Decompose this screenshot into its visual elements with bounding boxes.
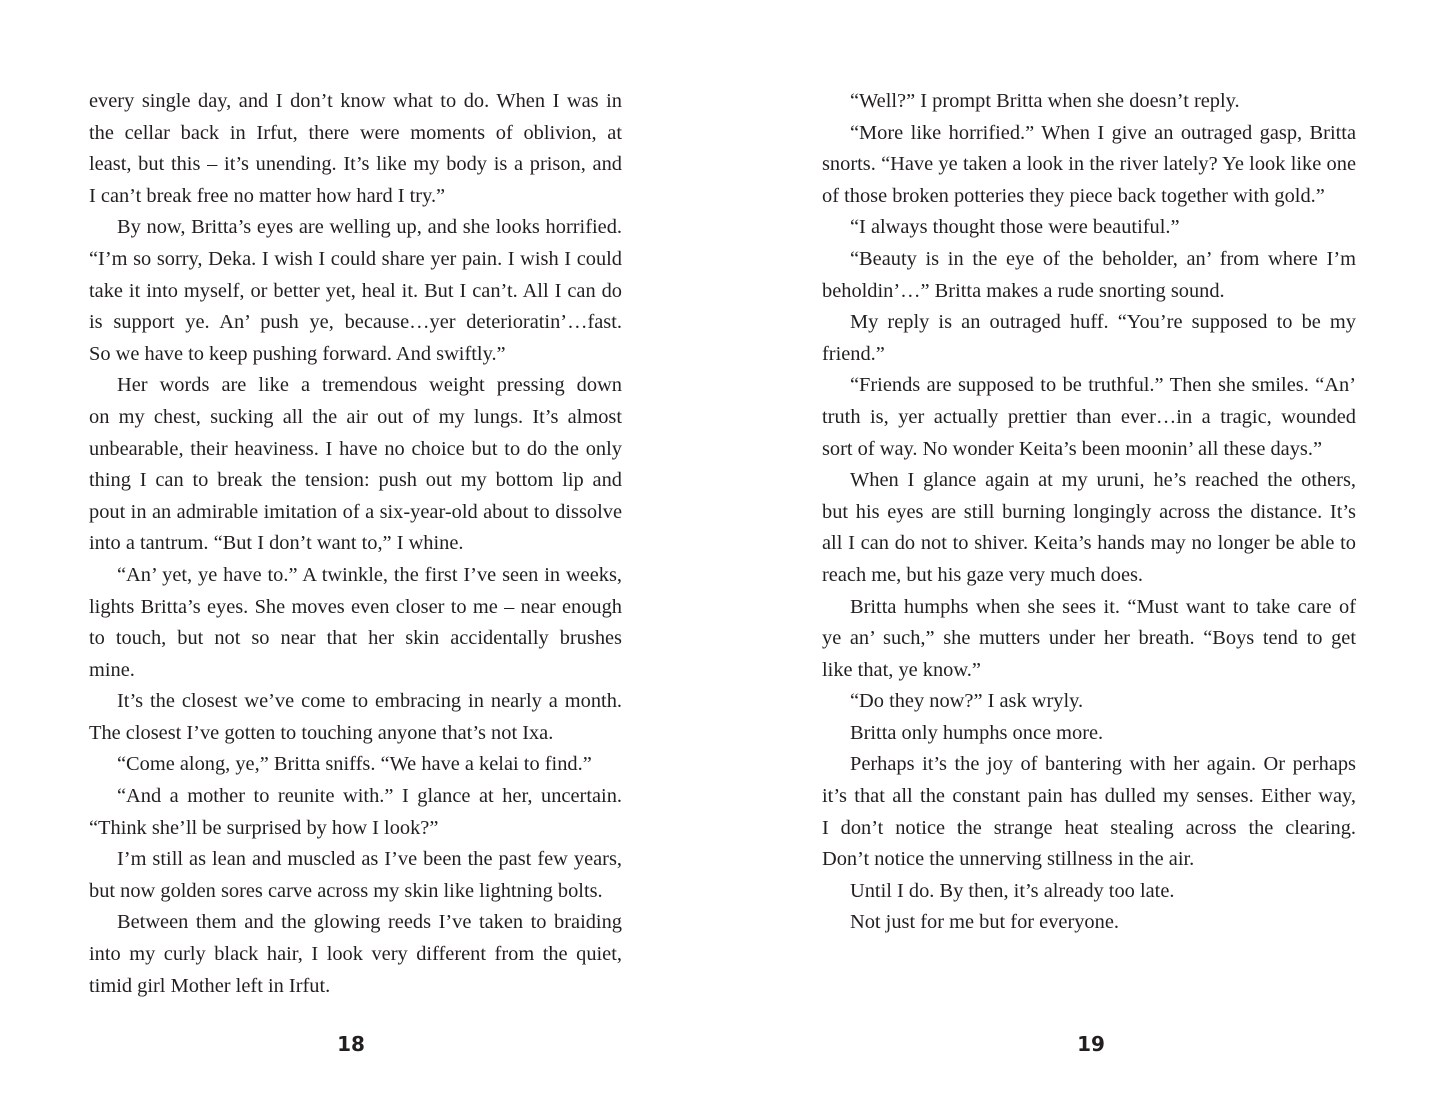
paragraph: [822, 718, 1356, 750]
paragraph: [89, 370, 622, 560]
text-line: By now, Britta’s eyes are welling up, and she looks horrified.: [117, 216, 622, 239]
text-line: thing I can to break the tension: push out my bottom lip and: [89, 469, 622, 492]
paragraph: [822, 307, 1356, 370]
paragraph: [822, 118, 1356, 213]
text-line: least, but this – it’s unending. It’s like my body is a prison, and: [89, 153, 622, 176]
text-line: truth is, yer actually prettier than ever…in a tragic, wounded: [822, 405, 1356, 428]
right-page: [722, 0, 1445, 1101]
paragraph: [89, 686, 622, 749]
paragraph: [822, 244, 1356, 307]
text-line: “I’m so sorry, Deka. I wish I could share yer pain. I wish I could: [89, 247, 622, 270]
page-number: 19: [1077, 1032, 1105, 1056]
text-line: every single day, and I don’t know what to do. When I was in: [89, 90, 622, 112]
text-line: on my chest, sucking all the air out of my lungs. It’s almost: [89, 405, 622, 428]
text-line: unbearable, their heaviness. I have no choice but to do the only: [89, 437, 622, 460]
text-line: is support ye. An’ push ye, because…yer deterioratin’…fast.: [89, 311, 622, 334]
text-line: “More like horrified.” When I give an outraged gasp, Britta: [850, 121, 1356, 144]
text-line: “Think she’ll be surprised by how I look?”: [89, 816, 439, 839]
paragraph: [822, 592, 1356, 687]
paragraph: [89, 560, 622, 686]
text-line: “I always thought those were beautiful.”: [850, 216, 1180, 239]
paragraph: [89, 844, 622, 907]
left-page-text: [89, 86, 622, 1002]
right-page-text: [822, 86, 1356, 939]
text-line: Between them and the glowing reeds I’ve taken to braiding: [117, 911, 622, 934]
paragraph: [89, 907, 622, 1002]
text-line: “An’ yet, ye have to.” A twinkle, the first I’ve seen in weeks,: [117, 563, 622, 586]
text-line: to touch, but not so near that her skin accidentally brushes: [89, 627, 622, 650]
text-line: lights Britta’s eyes. She moves even closer to me – near enough: [89, 595, 622, 618]
page-number: 18: [337, 1032, 365, 1056]
paragraph: [822, 370, 1356, 465]
text-line: Don’t notice the unnerving stillness in the air.: [822, 848, 1195, 871]
paragraph: [89, 212, 622, 370]
paragraph: [822, 212, 1356, 244]
text-line: It’s the closest we’ve come to embracing in nearly a month.: [117, 690, 622, 713]
text-line: I don’t notice the strange heat stealing across the clearing.: [822, 816, 1356, 839]
text-line: Her words are like a tremendous weight pressing down: [117, 374, 622, 397]
text-line: beholdin’…” Britta makes a rude snorting sound.: [822, 279, 1225, 302]
text-line: ye an’ such,” she mutters under her breath. “Boys tend to get: [822, 627, 1356, 650]
text-line: My reply is an outraged huff. “You’re supposed to be my: [850, 311, 1356, 334]
paragraph: [89, 749, 622, 781]
text-line: I can’t break free no matter how hard I try.”: [89, 184, 446, 207]
text-line: “Friends are supposed to be truthful.” Then she smiles. “An’: [850, 374, 1356, 397]
text-line: snorts. “Have ye taken a look in the river lately? Ye look like one: [822, 153, 1356, 176]
text-line: “Well?” I prompt Britta when she doesn’t reply.: [850, 90, 1240, 112]
text-line: “Do they now?” I ask wryly.: [850, 690, 1084, 713]
text-line: When I glance again at my uruni, he’s reached the others,: [850, 469, 1356, 492]
paragraph: [822, 465, 1356, 591]
left-page: [0, 0, 722, 1101]
paragraph: [822, 749, 1356, 875]
text-line: like that, ye know.”: [822, 658, 981, 681]
paragraph: [822, 907, 1356, 939]
paragraph: [822, 686, 1356, 718]
text-line: I’m still as lean and muscled as I’ve been the past few years,: [117, 848, 622, 871]
text-line: “Beauty is in the eye of the beholder, an’ from where I’m: [850, 247, 1356, 270]
text-line: Britta only humphs once more.: [850, 721, 1104, 744]
text-line: timid girl Mother left in Irfut.: [89, 974, 331, 997]
text-line: it’s that all the constant pain has dulled my senses. Either way,: [822, 785, 1356, 808]
text-line: the cellar back in Irfut, there were moments of oblivion, at: [89, 121, 622, 144]
text-line: So we have to keep pushing forward. And swiftly.”: [89, 342, 506, 365]
text-line: but now golden sores carve across my skin like lightning bolts.: [89, 879, 603, 902]
text-line: “Come along, ye,” Britta sniffs. “We have a kelai to find.”: [117, 753, 592, 776]
text-line: into my curly black hair, I look very different from the quiet,: [89, 943, 622, 966]
text-line: Not just for me but for everyone.: [850, 911, 1119, 934]
text-line: Perhaps it’s the joy of bantering with her again. Or perhaps: [850, 753, 1356, 776]
text-line: of those broken potteries they piece back together with gold.”: [822, 184, 1325, 207]
text-line: friend.”: [822, 342, 885, 365]
paragraph: [89, 781, 622, 844]
text-line: Until I do. By then, it’s already too late.: [850, 879, 1175, 902]
text-line: mine.: [89, 658, 135, 681]
text-line: pout in an admirable imitation of a six-year-old about to dissolve: [89, 500, 622, 523]
text-line: Britta humphs when she sees it. “Must want to take care of: [850, 595, 1356, 618]
paragraph: [89, 86, 622, 212]
text-line: sort of way. No wonder Keita’s been moonin’ all these days.”: [822, 437, 1322, 460]
text-line: but his eyes are still burning longingly across the distance. It’s: [822, 500, 1356, 523]
text-line: “And a mother to reunite with.” I glance at her, uncertain.: [117, 785, 622, 808]
text-line: into a tantrum. “But I don’t want to,” I whine.: [89, 532, 464, 555]
text-line: all I can do not to shiver. Keita’s hands may no longer be able to: [822, 532, 1356, 555]
text-line: The closest I’ve gotten to touching anyone that’s not Ixa.: [89, 721, 554, 744]
text-line: reach me, but his gaze very much does.: [822, 563, 1144, 586]
paragraph: [822, 86, 1356, 118]
text-line: take it into myself, or better yet, heal it. But I can’t. All I can do: [89, 279, 622, 302]
paragraph: [822, 876, 1356, 908]
